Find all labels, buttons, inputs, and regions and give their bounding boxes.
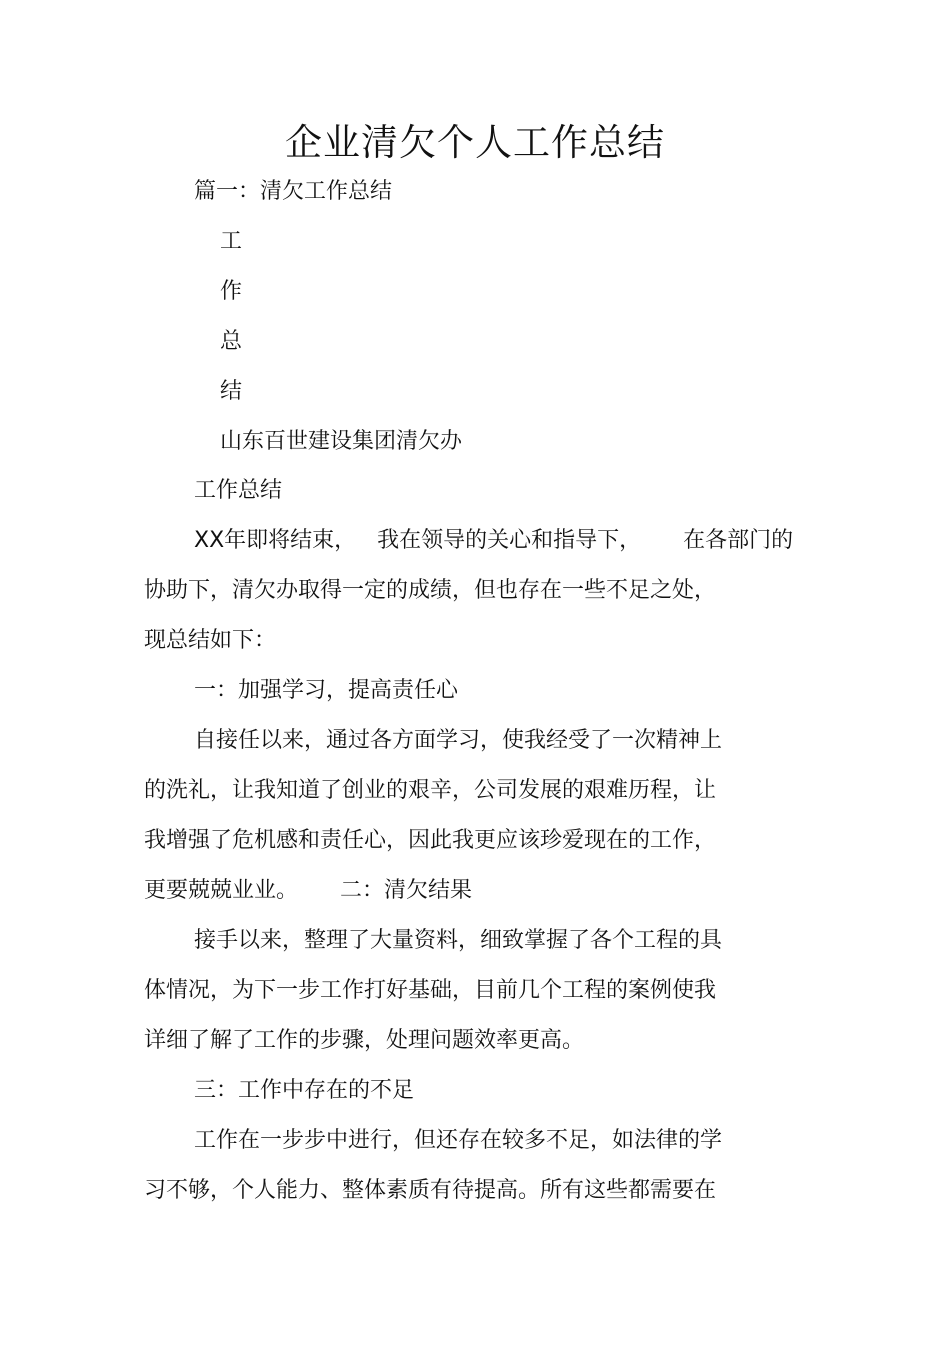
paragraph-line: 现总结如下： [144, 628, 277, 653]
section-heading-1: 篇一：清欠工作总结 [194, 179, 393, 204]
paragraph-line: 习不够，个人能力、整体素质有待提高。所有这些都需要在 [144, 1178, 717, 1203]
paragraph-line: XX年即将结束， 我在领导的关心和指导下， 在各部门的 [194, 528, 794, 553]
vertical-char-2: 作 [220, 279, 243, 304]
paragraph-line: 的洗礼，让我知道了创业的艰辛，公司发展的艰难历程，让 [144, 778, 717, 803]
paragraph-line: 协助下，清欠办取得一定的成绩，但也存在一些不足之处， [144, 578, 717, 603]
vertical-char-4: 结 [220, 379, 243, 404]
paragraph-line: 更要兢兢业业。 二：清欠结果 [144, 878, 472, 903]
vertical-char-3: 总 [220, 329, 243, 354]
section-heading-3: 三：工作中存在的不足 [194, 1078, 415, 1103]
document-title: 企业清欠个人工作总结 [285, 121, 665, 164]
paragraph-line: 工作在一步步中进行，但还存在较多不足，如法律的学 [194, 1128, 723, 1153]
section-heading-2: 一：加强学习，提高责任心 [194, 678, 459, 703]
paragraph-line: 接手以来，整理了大量资料，细致掌握了各个工程的具 [194, 928, 723, 953]
paragraph-line: 我增强了危机感和责任心，因此我更应该珍爱现在的工作， [144, 828, 717, 853]
paragraph-line: 详细了解了工作的步骤，处理问题效率更高。 [144, 1028, 585, 1053]
paragraph-line: 自接任以来，通过各方面学习，使我经受了一次精神上 [194, 728, 723, 753]
vertical-char-1: 工 [220, 229, 243, 254]
organization-name: 山东百世建设集团清欠办 [220, 429, 463, 454]
paragraph-line: 体情况，为下一步工作打好基础，目前几个工程的案例使我 [144, 978, 717, 1003]
subtitle-line: 工作总结 [194, 478, 283, 503]
